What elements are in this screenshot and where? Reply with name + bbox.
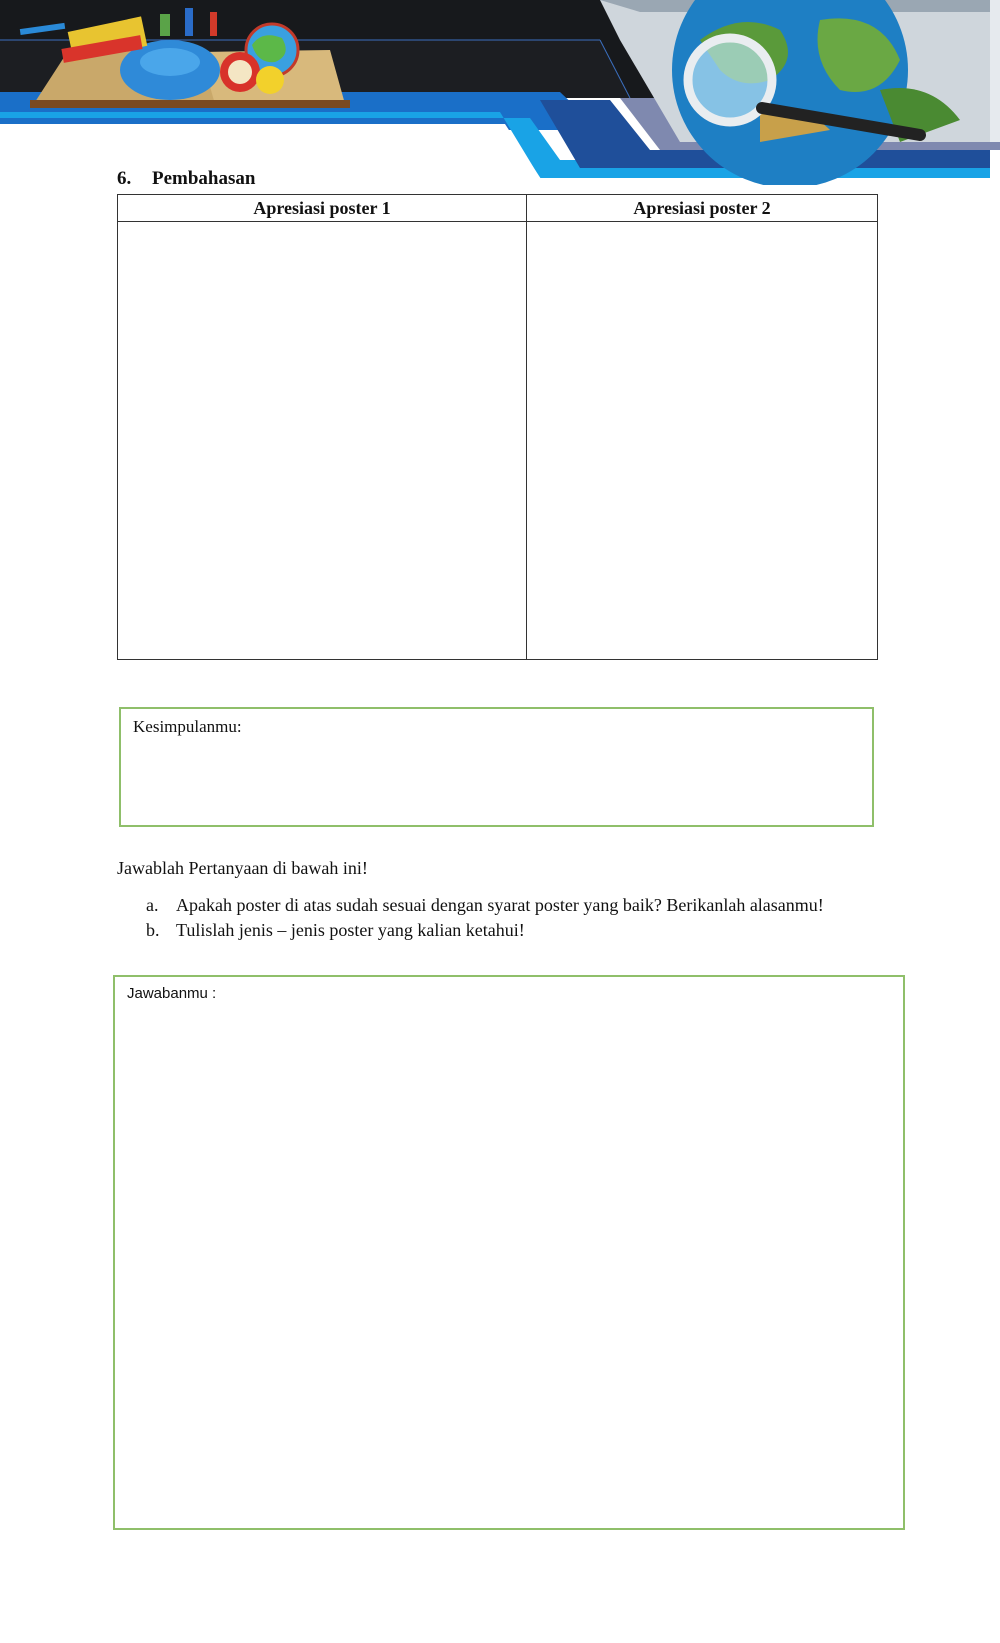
- question-marker: a.: [146, 895, 159, 915]
- table-row: [118, 222, 878, 660]
- conclusion-label: Kesimpulanmu:: [133, 717, 242, 736]
- answer-box[interactable]: [113, 975, 905, 1530]
- table-header-poster-1: Apresiasi poster 1: [118, 195, 527, 222]
- question-text: Tulislah jenis – jenis poster yang kalian ketahui!: [176, 920, 525, 940]
- question-text: Apakah poster di atas sudah sesuai dengan syarat poster yang baik? Berikanlah alasanmu!: [176, 895, 824, 915]
- questions-list: [146, 895, 824, 945]
- poster-2-answer-cell[interactable]: [527, 222, 878, 660]
- list-item: [146, 895, 824, 920]
- table-header-poster-2: Apresiasi poster 2: [527, 195, 878, 222]
- appreciation-table: [117, 194, 878, 660]
- section-heading: [117, 168, 255, 190]
- table-header-row: [118, 195, 878, 222]
- section-title: Pembahasan: [152, 168, 256, 189]
- page-header-banner: [0, 0, 1000, 185]
- poster-1-answer-cell[interactable]: [118, 222, 527, 660]
- list-item: [146, 920, 824, 945]
- questions-instruction: Jawablah Pertanyaan di bawah ini!: [117, 858, 368, 878]
- section-number: 6.: [117, 168, 132, 189]
- question-marker: b.: [146, 920, 160, 940]
- answer-label: Jawabanmu :: [127, 985, 217, 1002]
- conclusion-box[interactable]: [119, 707, 874, 827]
